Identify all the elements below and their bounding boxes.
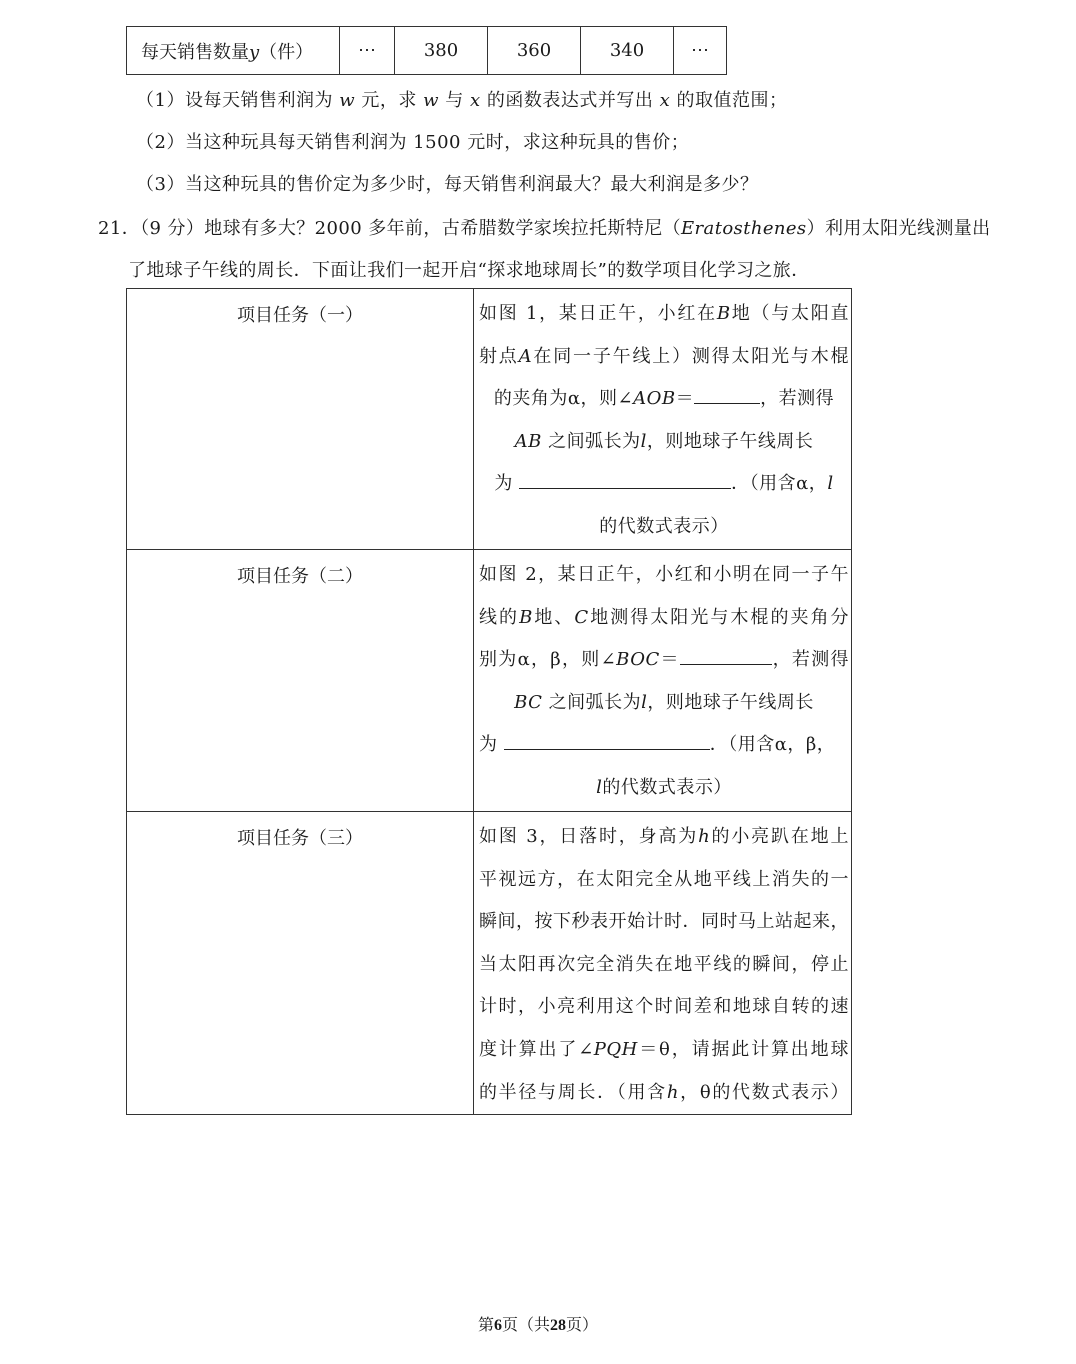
text: ＝θ，请据此计算出地球 (637, 1038, 849, 1060)
answer-blank[interactable] (504, 731, 710, 750)
var: l (827, 473, 834, 495)
text-line (479, 682, 849, 725)
task-title: 项目任务（一） (127, 289, 474, 550)
text: 为 (479, 734, 498, 756)
var: w (339, 90, 356, 111)
text-line: 平视远方，在太阳完全从地平线上消失的一 (479, 868, 849, 890)
question-part-2: （2）当这种玩具每天销售利润为 1500 元时，求这种玩具的售价； (136, 132, 690, 153)
task-title: 项目任务（二） (127, 550, 474, 812)
answer-blank[interactable] (694, 385, 760, 404)
text: ．（用含α，β， (709, 734, 836, 756)
text: 21．（9 分）地球有多大？2000 多年前，古希腊数学家埃拉托斯特尼（ (98, 218, 682, 239)
text: ＝ (659, 649, 680, 671)
table-header-cell (127, 27, 340, 75)
text: 线的 (479, 606, 520, 628)
table-cell: 380 (395, 27, 488, 75)
page-number: 6 (493, 1317, 502, 1334)
text: ，θ的代数式表示） (678, 1081, 849, 1103)
table-cell: 360 (488, 27, 581, 75)
text: 元，求 (361, 90, 417, 111)
text: （1）设每天销售利润为 (136, 90, 333, 111)
text: 页） (566, 1315, 599, 1334)
task-content (474, 550, 852, 812)
question-21-line-1 (98, 214, 991, 240)
text: 与 (445, 90, 464, 111)
table-cell: 340 (581, 27, 674, 75)
var: l (596, 776, 603, 798)
text: ．（用含α， (731, 473, 828, 495)
var: PQH (593, 1038, 638, 1060)
var: x (659, 90, 671, 111)
text: 的小亮趴在地上 (710, 826, 849, 847)
text: 之间弧长为 (548, 691, 642, 713)
var: l (641, 691, 648, 713)
table-cell: ⋯ (340, 27, 395, 75)
question-part-1 (136, 86, 787, 112)
sales-label: 每天销售数量 (141, 41, 249, 63)
answer-blank[interactable] (680, 646, 772, 665)
text-line (479, 1072, 849, 1115)
text: 地测得太阳光与木棍的夹角分 (588, 606, 850, 628)
var: A (518, 345, 533, 367)
text: 第 (477, 1315, 494, 1334)
text-line (479, 1029, 849, 1072)
text-line: 瞬间，按下秒表开始计时．同时马上站起来， (479, 911, 849, 933)
text: 之间弧长为 (548, 430, 641, 452)
text: ，则地球子午线周长 (647, 691, 814, 713)
text-line (479, 336, 849, 379)
text: 地、 (532, 606, 575, 628)
var: AB (514, 430, 542, 452)
text: ，若测得 (771, 649, 849, 671)
text: ＝ (675, 388, 695, 410)
answer-blank[interactable] (519, 470, 731, 489)
text-line (479, 724, 849, 767)
var: x (469, 90, 481, 111)
task-title: 项目任务（三） (127, 812, 474, 1115)
task-content (474, 812, 852, 1115)
text: ）利用太阳光线测量出 (806, 218, 991, 239)
text-line: 当太阳再次完全消失在地平线的瞬间，停止 (479, 953, 849, 975)
project-table (126, 288, 852, 1115)
table-row (127, 289, 852, 550)
text: ，则地球子午线周长 (646, 430, 814, 452)
var: w (423, 90, 439, 111)
table-row (127, 812, 852, 1115)
text: 射点 (479, 345, 519, 367)
page-total: 28 (550, 1317, 566, 1334)
text-line (479, 639, 849, 682)
text-line: 的代数式表示） (599, 515, 729, 537)
text: 页（共 (501, 1315, 550, 1334)
text-line: 计时，小亮利用这个时间差和地球自转的速 (479, 996, 849, 1018)
text-line (479, 421, 849, 464)
text: 如图 1，某日正午，小红在 (479, 303, 717, 324)
text: 在同一子午线上）测得太阳光与木棍 (532, 345, 850, 367)
var: h (666, 1081, 679, 1103)
var: B (519, 606, 533, 628)
table-row (127, 550, 852, 812)
question-part-3: （3）当这种玩具的售价定为多少时，每天销售利润最大？最大利润是多少？ (136, 174, 759, 195)
table-row (127, 27, 727, 75)
text: 的函数表达式并写出 (486, 90, 654, 111)
var: BOC (616, 649, 660, 671)
page-footer (0, 1312, 1076, 1335)
var: h (698, 826, 711, 847)
text-line: 如图 2，某日正午，小红和小明在同一子午 (479, 564, 849, 585)
text: 度计算出了∠ (479, 1038, 594, 1060)
text: 为 (494, 473, 513, 495)
person-name: Eratosthenes (681, 218, 807, 239)
text-line (479, 293, 849, 336)
text: 的取值范围； (676, 90, 788, 111)
var: B (716, 303, 731, 324)
var: l (640, 430, 647, 452)
text-line (479, 463, 849, 506)
text-line (479, 767, 849, 810)
task-content (474, 289, 852, 550)
question-21-line-2: 了地球子午线的周长．下面让我们一起开启“探求地球周长”的数学项目化学习之旅． (128, 260, 810, 281)
sales-unit: （件） (259, 41, 314, 63)
text: 如图 3，日落时，身高为 (479, 826, 699, 847)
sales-var: y (249, 41, 260, 63)
var: BC (514, 691, 543, 713)
text: 别为α，β，则∠ (479, 649, 617, 671)
text: 地（与太阳直 (730, 303, 849, 324)
var: C (574, 606, 589, 628)
text: 的夹角为α，则∠ (493, 388, 634, 410)
text: ，若测得 (760, 388, 835, 410)
text: 的代数式表示） (602, 776, 732, 798)
sales-table (126, 26, 727, 75)
text-line (479, 597, 849, 640)
text-line (479, 816, 849, 859)
table-cell: ⋯ (674, 27, 727, 75)
text-line (479, 378, 849, 421)
text: 的半径与周长．（用含 (479, 1081, 667, 1103)
var: AOB (633, 388, 676, 410)
